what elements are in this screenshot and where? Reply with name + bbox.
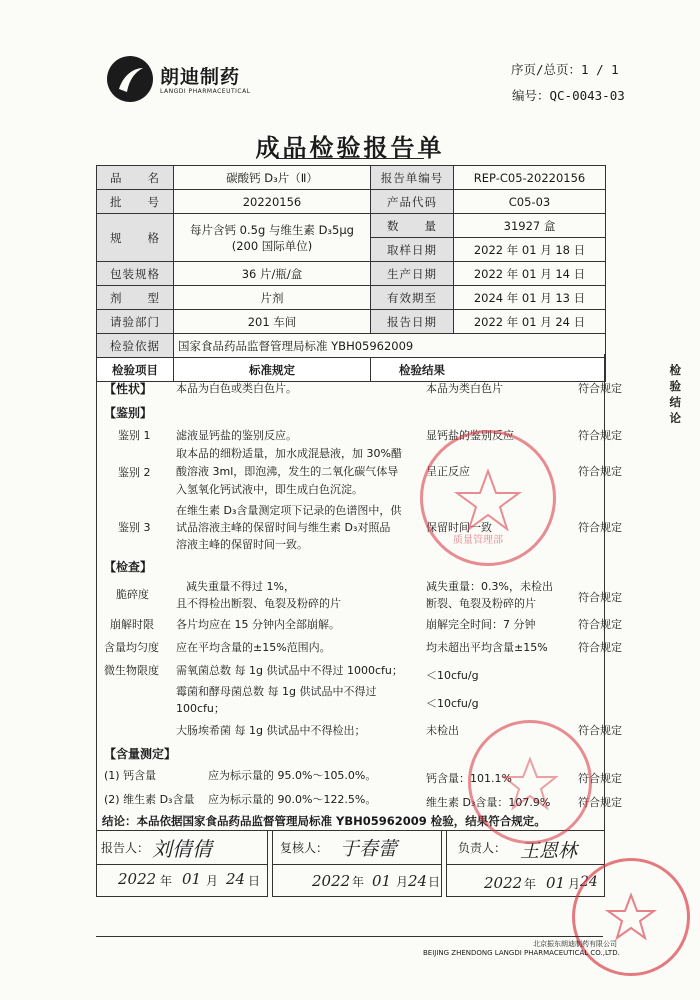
table-row <box>97 190 606 214</box>
production-date-value: 2022 年 01 月 14 日 <box>454 262 606 286</box>
reporter-date-year-unit: 年 <box>160 874 173 888</box>
uniformity-name: 含量均匀度 <box>104 641 159 654</box>
calcium-result: 钙含量：101.1% <box>426 772 512 785</box>
reviewer-date-day: 24 <box>408 872 428 890</box>
reporter-date-year: 2022 <box>118 870 157 888</box>
id2-name: 鉴别 2 <box>118 466 151 479</box>
sampling-date-value: 2022 年 01 月 18 日 <box>454 238 606 262</box>
company-seal-stamp <box>572 858 690 976</box>
section-identification: 【鉴别】 <box>104 406 153 420</box>
reporter-label: 报告人： <box>101 841 150 855</box>
id2-standard-3: 入氢氧化钙试液中，即生成白色沉淀。 <box>176 483 363 496</box>
responsible-date-year-unit: 年 <box>524 877 537 891</box>
reviewer-signature: 于春蕾 <box>340 838 398 860</box>
conclusion-text: 结论：本品依据国家食品药品监督管理局标准 YBH05962009 检验，结果符合规定。 <box>102 814 546 828</box>
report-date-label: 报告日期 <box>371 310 454 334</box>
expiry-label: 有效期至 <box>371 286 454 310</box>
id2-standard-2: 酸溶液 3ml，即泡沸，发生的二氧化碳气体导 <box>176 465 399 478</box>
product-name-value: 碳酸钙 D₃片（Ⅱ） <box>174 166 371 190</box>
uniformity-standard: 应在平均含量的±15%范围内。 <box>176 641 331 654</box>
footer-divider <box>96 936 603 937</box>
reporter-signature: 刘倩倩 <box>152 837 212 861</box>
spec-line-1: 每片含钙 0.5g 与维生素 D₃5μg <box>190 222 354 237</box>
microbial-mold-result: ＜10cfu/g <box>426 697 479 710</box>
vitd3-name: (2) 维生素 D₃含量 <box>104 793 195 806</box>
spec-line-2: (200 国际单位) <box>231 238 313 253</box>
appearance-standard: 本品为白色或类白色片。 <box>176 382 297 395</box>
quantity-label: 数 量 <box>371 214 454 238</box>
company-logo <box>107 56 153 102</box>
table-row <box>97 286 606 310</box>
friability-result-1: 减失重量：0.3%，未检出 <box>426 580 553 593</box>
section-assay: 【含量测定】 <box>104 747 177 761</box>
reviewer-date-year: 2022 <box>312 872 351 890</box>
id1-standard: 滤液显钙盐的鉴别反应。 <box>176 429 297 442</box>
page-indicator: 序页/总页：1 / 1 <box>511 62 619 77</box>
brand-name-cn: 朗迪制药 <box>160 66 241 88</box>
reviewer-date-year-unit: 年 <box>352 875 365 889</box>
product-name-label: 品 名 <box>97 166 174 190</box>
calcium-conclusion: 符合规定 <box>578 772 622 785</box>
id3-result: 保留时间一致 <box>426 521 492 534</box>
id3-name: 鉴别 3 <box>118 521 151 534</box>
id2-standard-1: 取本品的细粉适量，加水成混悬液，加 30%醋 <box>176 447 402 460</box>
microbial-conclusion: 符合规定 <box>578 724 622 737</box>
responsible-date-month: 01 <box>546 874 566 892</box>
disintegration-conclusion: 符合规定 <box>578 618 622 631</box>
brand-name-en: LANGDI PHARMACEUTICAL <box>160 88 251 95</box>
reviewer-date-day-unit: 日 <box>428 875 441 889</box>
page-title: 成品检验报告单 <box>255 134 445 162</box>
microbial-mold-standard-2: 100cfu； <box>176 702 225 715</box>
friability-result-2: 断裂、龟裂及粉碎的片 <box>426 597 536 610</box>
product-code-label: 产品代码 <box>371 190 454 214</box>
microbial-ecoli-result: 未检出 <box>426 724 459 737</box>
responsible-date-year: 2022 <box>484 874 523 892</box>
id3-standard-2: 试品溶液主峰的保留时间与维生素 D₃对照品 <box>176 521 391 534</box>
id1-result: 显钙盐的鉴别反应 <box>426 429 514 442</box>
table-row <box>97 262 606 286</box>
batch-label: 批 号 <box>97 190 174 214</box>
id3-conclusion: 符合规定 <box>578 521 622 534</box>
report-no-label: 报告单编号 <box>371 166 454 190</box>
reporter-date-day-unit: 日 <box>248 874 261 888</box>
dept-value: 201 车间 <box>174 310 371 334</box>
id1-conclusion: 符合规定 <box>578 429 622 442</box>
sales-company-stamp <box>468 720 592 844</box>
section-tests: 【检查】 <box>104 560 153 574</box>
report-date-value: 2022 年 01 月 24 日 <box>454 310 606 334</box>
batch-value: 20220156 <box>174 190 371 214</box>
friability-standard-2: 且不得检出断裂、龟裂及粉碎的片 <box>176 597 341 610</box>
id3-standard-1: 在维生素 D₃含量测定项下记录的色谱图中，供 <box>176 504 402 517</box>
footer-company-cn: 北京振东朗迪制药有限公司 <box>533 940 617 948</box>
sampling-date-label: 取样日期 <box>371 238 454 262</box>
responsible-signature: 王恩林 <box>520 840 578 862</box>
microbial-aerobic-standard: 需氧菌总数 每 1g 供试品中不得过 1000cfu； <box>176 664 403 677</box>
microbial-mold-standard-1: 霉菌和酵母菌总数 每 1g 供试品中不得过 <box>176 685 377 698</box>
vitd3-standard: 应为标示量的 90.0%～122.5%。 <box>208 793 377 806</box>
reviewer-date-month: 01 <box>372 872 392 890</box>
stamp-star-icon <box>471 723 589 841</box>
table-row <box>97 214 606 238</box>
basis-value: 国家食品药品监督管理局标准 YBH05962009 <box>174 334 606 358</box>
friability-conclusion: 符合规定 <box>578 591 622 604</box>
friability-name: 脆碎度 <box>116 588 149 601</box>
responsible-label: 负责人： <box>458 841 507 855</box>
microbial-name: 微生物限度 <box>104 664 159 677</box>
dosage-value: 片剂 <box>174 286 371 310</box>
reporter-date-day: 24 <box>226 870 246 888</box>
document-number: 编号：QC-0043-03 <box>512 88 625 103</box>
expiry-value: 2024 年 01 月 13 日 <box>454 286 606 310</box>
reviewer-label: 复核人： <box>280 841 329 855</box>
disintegration-result: 崩解完全时间：7 分钟 <box>426 618 536 631</box>
reviewer-date-month-unit: 月 <box>396 875 409 889</box>
vitd3-result: 维生素 D₃含量：107.9% <box>426 796 551 809</box>
id1-name: 鉴别 1 <box>118 429 151 442</box>
basis-label: 检验依据 <box>97 334 174 358</box>
responsible-date-day: 24 <box>580 874 598 890</box>
uniformity-conclusion: 符合规定 <box>578 641 622 654</box>
production-date-label: 生产日期 <box>371 262 454 286</box>
disintegration-name: 崩解时限 <box>110 618 154 631</box>
logo-swirl-icon <box>107 56 153 102</box>
reporter-date-month-unit: 月 <box>206 874 219 888</box>
qa-stamp-text: 质量管理部 <box>453 535 503 546</box>
uniformity-result: 均未超出平均含量±15% <box>426 641 548 654</box>
product-code-value: C05-03 <box>454 190 606 214</box>
microbial-ecoli-standard: 大肠埃希菌 每 1g 供试品中不得检出； <box>176 724 366 737</box>
id3-standard-3: 溶液主峰的保留时间一致。 <box>176 538 308 551</box>
id2-result: 呈正反应 <box>426 465 470 478</box>
table-row <box>97 166 606 190</box>
section-appearance: 【性状】 <box>104 382 153 396</box>
spec-value <box>174 214 371 262</box>
title-underline <box>276 158 424 159</box>
vitd3-conclusion: 符合规定 <box>578 796 622 809</box>
disintegration-standard: 各片均应在 15 分钟内全部崩解。 <box>176 618 340 631</box>
packaging-value: 36 片/瓶/盒 <box>174 262 371 286</box>
microbial-aerobic-result: ＜10cfu/g <box>426 669 479 682</box>
footer-company-en: BEIJING ZHENDONG LANGDI PHARMACEUTICAL CO.,LTD. <box>423 949 620 957</box>
friability-standard-1: 减失重量不得过 1%， <box>186 580 295 593</box>
packaging-label: 包装规格 <box>97 262 174 286</box>
qa-department-stamp <box>420 430 556 566</box>
dept-label: 请验部门 <box>97 310 174 334</box>
reporter-date-month: 01 <box>182 870 202 888</box>
quantity-value: 31927 盒 <box>454 214 606 238</box>
dosage-label: 剂 型 <box>97 286 174 310</box>
report-no-value: REP-C05-20220156 <box>454 166 606 190</box>
appearance-result: 本品为类白色片 <box>426 382 503 395</box>
appearance-conclusion: 符合规定 <box>578 382 622 395</box>
calcium-standard: 应为标示量的 95.0%～105.0%。 <box>208 769 377 782</box>
table-row <box>97 310 606 334</box>
col-header-item: 检验项目 <box>97 358 174 382</box>
id2-conclusion: 符合规定 <box>578 465 622 478</box>
col-header-conclusion: 检验结论 <box>669 362 681 425</box>
spec-label: 规 格 <box>97 214 174 262</box>
calcium-name: (1) 钙含量 <box>104 769 157 782</box>
responsible-date-month-unit: 月 <box>568 877 581 891</box>
col-header-result: 检验结果 <box>399 362 445 377</box>
col-header-standard: 标准规定 <box>174 358 371 382</box>
